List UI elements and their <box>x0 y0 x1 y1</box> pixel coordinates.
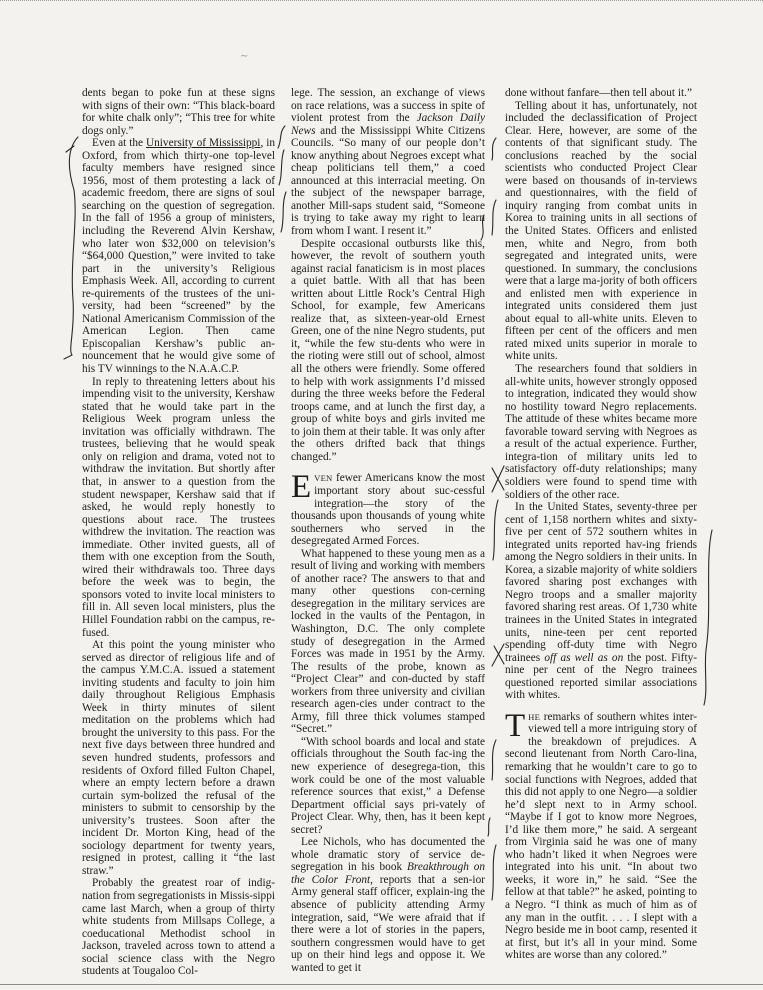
paragraph: At this point the young minister who served as director of religious life and of the campus Y.M.C.A. issued a statement inviting students and faculty to join him daily throughout Religious Emphasis Week in thirty minutes of silent meditation on the problems which had brought the university to this pass. For the next five days between three hundred and seven hundred students, professors and residents of Oxford filled Fulton Chapel, where an empty lectern before a drawn curtain sym-bolized the refusal of the ministers to submit to censorship by the university’s trustees. Soon after the incident Dr. Morton King, head of the sociology department for twenty years, resigned in protest, calling it “the last straw.” <box>82 639 275 877</box>
drop-cap: T <box>505 707 526 744</box>
paragraph: Lee Nichols, who has documented the whole dramatic story of service de-segregation in his book Breakthrough on the Color Front, reports that a sen-ior Army general staff officer, explain-ing the absence of publicity attending Army integration, said, “We were afraid that if there were a lot of stories in the papers, southern congressmen would have to get up on their hind legs and oppose it. We wanted to get it <box>291 836 485 974</box>
paragraph: In the United States, seventy-three per cent of 1,158 northern whites and sixty-five per cent of 572 southern whites in integrated units reported hav-ing friends among the Negro soldiers in their units. In Korea, a sizable majority of white soldiers favored sharing post exchanges with Negro troops and a smaller majority favored sharing rest areas. Of 1,730 white trainees in the United States in integrated units, nine-teen per cent reported spending off-duty time with Negro trainees off as well as on the post. Fifty-nine per cent of the Negro trainees questioned reported similar associations with whites. <box>505 501 697 702</box>
paragraph: “With school boards and local and state officials throughout the South fac-ing the new experience of desegrega-tion, this work could be one of the most valuable reference sources that exist,” a Defense Department official says pri-vately of Project Clear. Why, then, has it been kept secret? <box>291 735 485 836</box>
paragraph: dents began to poke fun at these signs with signs of their own: “This black-board for white chalk only”; “This tree for white dogs only.” <box>82 87 275 137</box>
small-caps-lead: HE <box>528 711 541 722</box>
underlined-text: University of Mississippi <box>145 137 261 150</box>
paragraph: lege. The session, an exchange of views on race relations, was a success in spite of violent protest from the Jackson Daily News and the Mississippi White Citizens Councils. “So many of our people don’t know anything about Negroes except what cheap politicians tell them,” a coed announced at this interracial meeting. On the subject of the newspaper barrage, another Mill-saps student said, “Someone is trying to take away my right to learn from whom I want. I resent it.” <box>291 87 485 238</box>
small-caps-lead: VEN <box>314 473 333 484</box>
page-mark: ~ <box>240 51 249 62</box>
bottom-rule <box>0 984 763 985</box>
paragraph-dropcap: EVEN fewer Americans know the most important story about suc-cessful integration—the story of the thousands upon thousands of young white southerners who served in the desegregated Armed Forces. <box>291 469 485 548</box>
paragraph: The researchers found that soldiers in all-white units, however strongly opposed to integration, indicated they would show no hostility toward Negro replacements. The attitude of these whites became more favorable toward serving with Negroes as a result of the actual experience. Further, integra-tion of military units led to satisfactory off-duty relationships; many soldiers were found to spend time with soldiers of the other race. <box>505 363 697 501</box>
paragraph-dropcap: THE remarks of southern whites inter-viewed tell a more intriguing story of the breakdown of prejudices. A second lieutenant from North Caro-lina, remarking that he wouldn’t care to go to social functions with Negroes, added that this did not apply to one Negro—a soldier he’d slept next to in Army school. “Maybe if I got to know more Negroes, I’d like them more,” he said. A sergeant from Virginia said he was one of many who hadn’t liked it when Negroes were integrated into his unit. “In about two weeks, it wore in,” he said. “See the fellow at that table?” he asked, pointing to a Negro. “I think as much of him as of any man in the outfit. . . . I slept with a Negro beside me in boot camp, resented it at first, but it’s all in your mind. Some whites are worse than any colored.” <box>505 707 697 962</box>
newspaper-title: Jackson Daily News <box>291 112 485 137</box>
emphasis-text: off as well as on <box>544 651 624 664</box>
book-title: Breakthrough on the Color Front <box>291 861 485 886</box>
paragraph: Despite occasional outbursts like this, however, the revolt of southern youth against racial fanaticism is in most places a quiet battle. With all that has been written about Little Rock’s Central High School, for example, few Americans realize that, as sixteen-year-old Ernest Green, one of the nine Negro students, put it, “while the few stu-dents who were in the rioting were still out of school, almost all the others were friendly. Some offered to help with work assignments I’d missed during the three weeks before the Federal troops came, and at lunch the first day, a group of white boys and girls invited me to join them at their table. It was only after the others drifted back that things changed.” <box>291 237 485 463</box>
paragraph: Even at the University of Mississippi, in Oxford, from which thirty-one top-level faculty members have resigned since 1956, most of them protesting a lack of academic freedom, there are signs of soul searching on the question of segregation. In the fall of 1956 a group of ministers, including the Reverend Alvin Kershaw, who later won $32,000 on television’s “$64,000 Question,” were invited to take part in the university’s Religious Emphasis Week. All, according to current re-quirements of the trustees of the uni-versity, had been “screened” by the National Americanism Commission of the American Legion. Then came Episcopalian Kershaw’s public an-nouncement that he would give some of his TV winnings to the N.A.A.C.P. <box>82 137 276 376</box>
paragraph: Telling about it has, unfortunately, not included the declassification of Project Clear. Here, however, are some of the contents of that significant study. The conclusions reached by the social scientists who conducted Project Clear were based on thousands of in-terviews and questionnaires, with the field of inquiry ranging from combat units in Korea to training units in all sections of the United States. Officers and enlisted men, white and Negro, from both segregated and integrated units, were questioned. In summary, the conclusions were that a large ma-jority of both officers and enlisted men with experience in integrated units considered them just about equal to all-white units. Eleven to fifteen per cent of the officers and men rated mixed units superior in morale to white units. <box>505 99 697 363</box>
paragraph: Probably the greatest roar of indig-nation from segregationists in Missis-sippi came last March, when a group of thirty white students from Millsaps College, a coeducational Methodist school in Jackson, traveled across town to attend a social science class with the Negro students at Tougaloo Col- <box>82 877 275 978</box>
paragraph: In reply to threatening letters about his impending visit to the university, Kershaw stated that he would take part in the Religious Week program unless the invitation was officially withdrawn. The trustees, believing that he would speak only on religion and drama, voted not to withdraw the invitation. But shortly after that, in answer to a question from the student newspaper, Kershaw said that if asked, he would reply honestly to questions about race. The trustees withdrew the invitation. The reaction was immediate. Other invited guests, all of them with one exception from the South, wired their withdrawals too. Three days before the week was to begin, the sponsors voted to invite local ministers to fill in. All seven local ministers, plus the Hillel Foundation rabbi on the campus, re-fused. <box>82 375 275 639</box>
paragraph: done without fanfare—then tell about it.” <box>505 87 692 99</box>
drop-cap: E <box>291 469 312 506</box>
paragraph: What happened to these young men as a result of living and working with members of another race? The answers to that and many other questions con-cerning desegregation in the military services are locked in the vaults of the Pentagon, in Washington, D.C. The only complete study of desegregation in the Armed Forces was made in 1951 by the Army. The results of the probe, known as “Project Clear” and con-ducted by staff workers from three university and civilian research agen-cies under contract to the Army, fill three thick volumes stamped “Secret.” <box>291 547 485 736</box>
